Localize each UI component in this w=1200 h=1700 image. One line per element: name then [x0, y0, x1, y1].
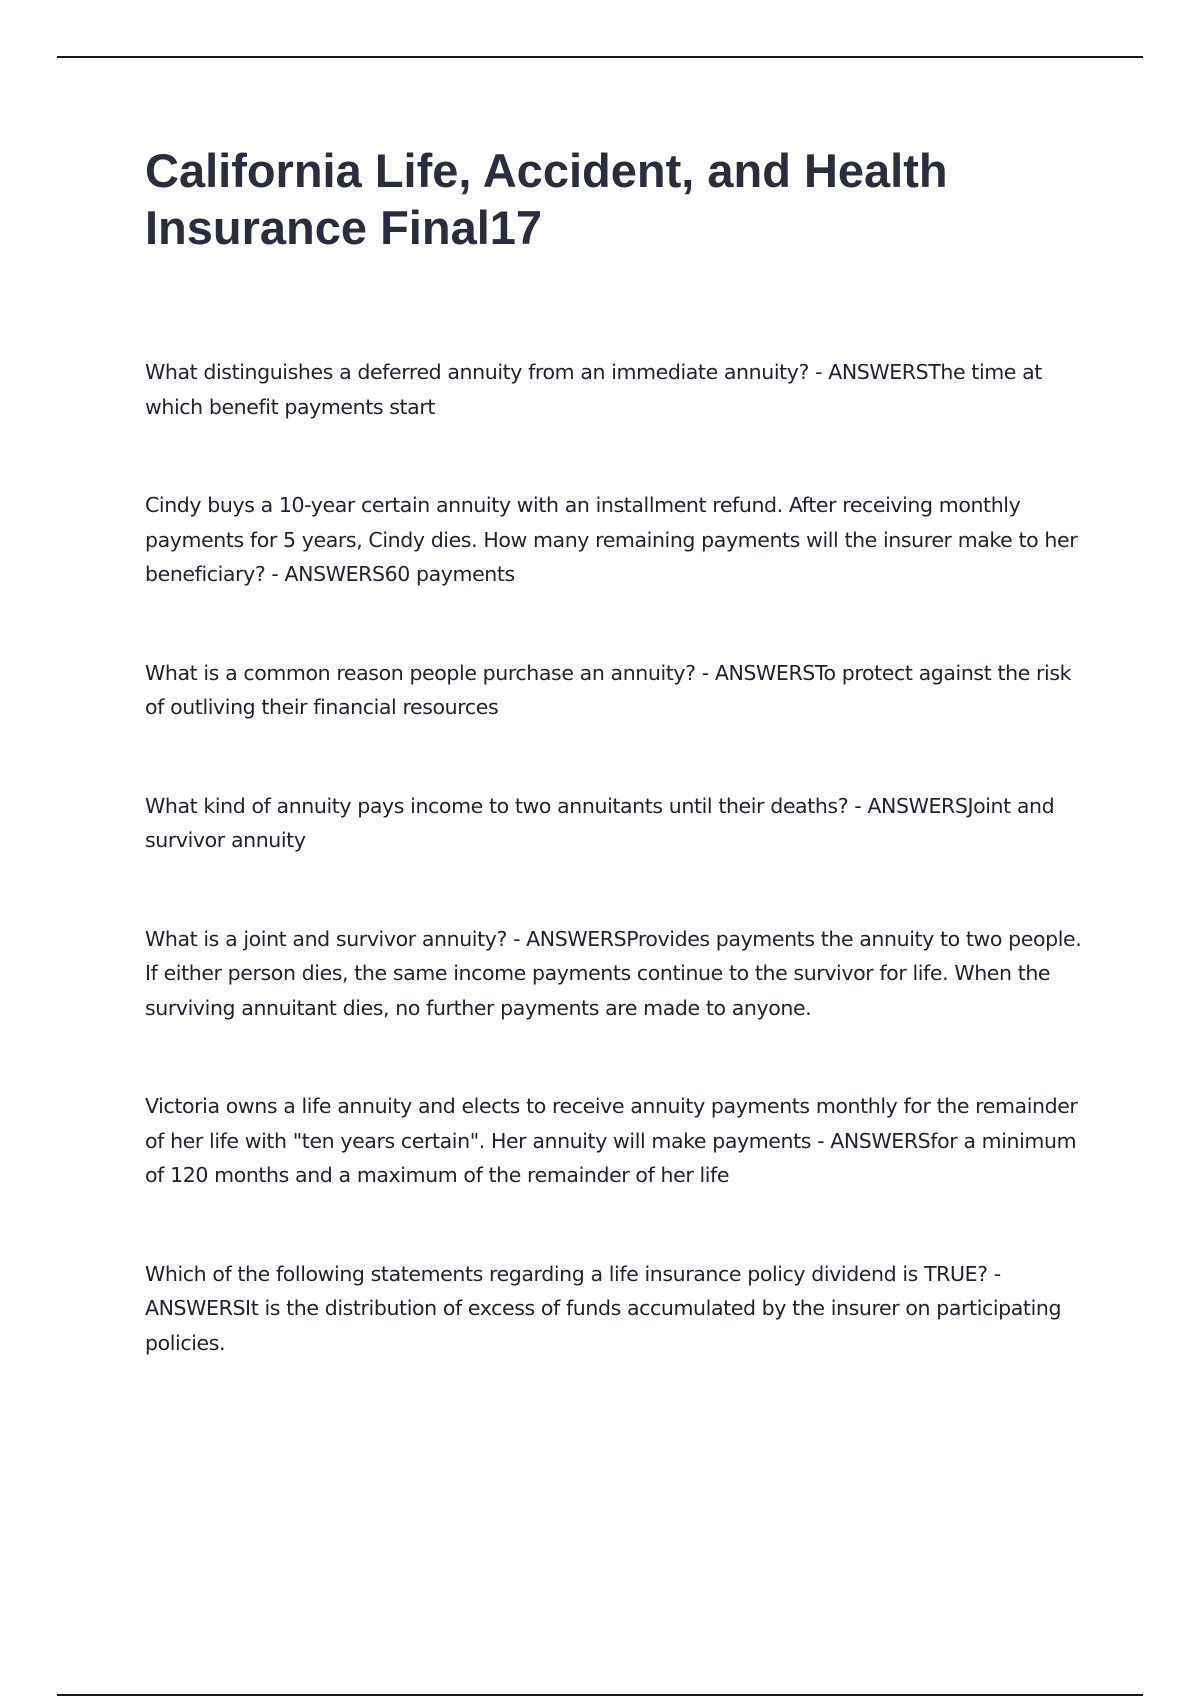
- document-title: California Life, Accident, and Health Insurance Final17: [145, 144, 948, 254]
- qa-item: Victoria owns a life annuity and elects to receive annuity payments monthly for the remainder of her life with "ten years certain". Her annuity will make payments - ANSWERSfor a minimum of 120 months and a maximum of the remainder of her life: [145, 1094, 1078, 1187]
- qa-item: Which of the following statements regarding a life insurance policy dividend is TRUE? - ANSWERSIt is the distribution of excess of funds accumulated by the insurer on participating policies.: [145, 1261, 1062, 1355]
- qa-item: What is a joint and survivor annuity? - ANSWERSProvides payments the annuity to two people. If either person dies, the same income payments continue to the survivor for life. When the surviving annuitant dies, no further payments are made to anyone.: [145, 926, 1082, 1020]
- header-rule: [57, 56, 1143, 58]
- qa-item: What kind of annuity pays income to two annuitants until their deaths? - ANSWERSJoint and survivor annuity: [145, 793, 1055, 852]
- qa-list: [145, 355, 1095, 1424]
- qa-item: What is a common reason people purchase an annuity? - ANSWERSTo protect against the risk of outliving their financial resources: [145, 660, 1072, 719]
- qa-item: Cindy buys a 10-year certain annuity with an installment refund. After receiving monthly payments for 5 years, Cindy dies. How many remaining payments will the insurer make to her beneficiary? - ANSWERS60 payments: [145, 493, 1078, 586]
- qa-item: What distinguishes a deferred annuity from an immediate annuity? - ANSWERSThe time at which benefit payments start: [145, 360, 1042, 419]
- footer-rule: [57, 1694, 1143, 1696]
